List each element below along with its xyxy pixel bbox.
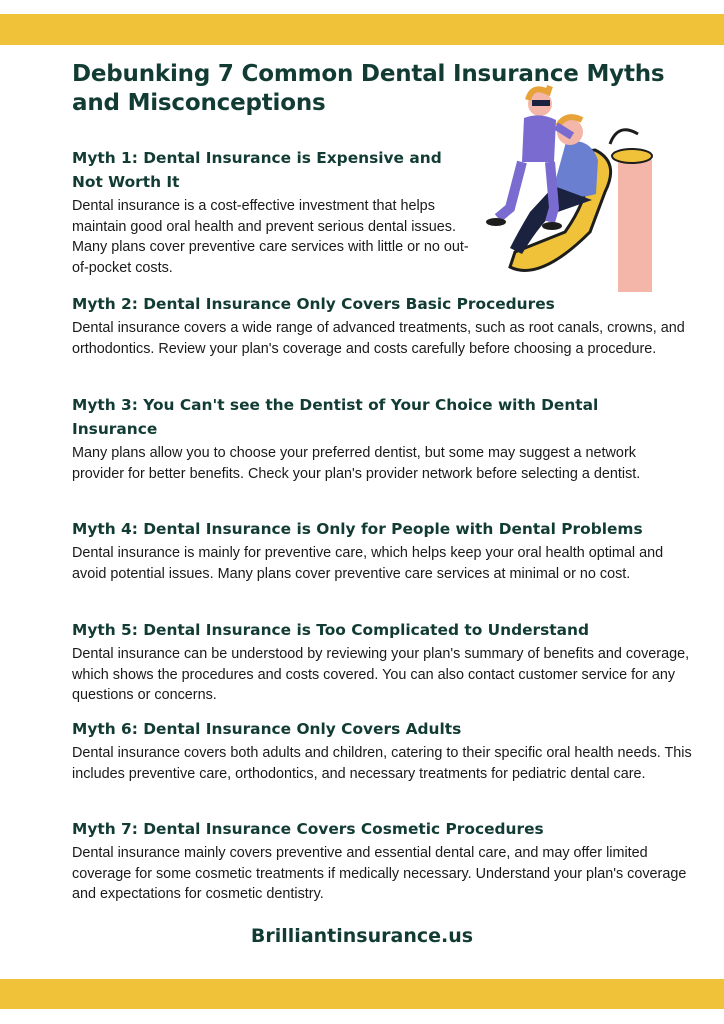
myth-5 <box>72 618 692 706</box>
top-accent-band <box>0 14 724 45</box>
myth-6-body: Dental insurance covers both adults and children, catering to their specific oral health needs. This includes preventive care, orthodontics, and necessary treatments for pediatric dental care. <box>72 745 692 782</box>
myth-1-body: Dental insurance is a cost-effective investment that helps maintain good oral health and prevent serious dental issues. Many plans cover preventive care services with little or no out-of-pocket costs. <box>72 198 469 276</box>
myth-7-body: Dental insurance mainly covers preventive and essential dental care, and may offer limited coverage for some cosmetic treatments if medically necessary. Understand your plan's coverage and expectations for cosmetic dentistry. <box>72 845 687 902</box>
myth-5-body: Dental insurance can be understood by reviewing your plan's summary of benefits and coverage, which shows the procedures and costs covered. You can also contact customer service for any questions or concerns. <box>72 646 690 703</box>
myth-3 <box>72 393 652 484</box>
myth-4-body: Dental insurance is mainly for preventive care, which helps keep your oral health optimal and avoid potential issues. Many plans cover preventive care services at minimal or no cost. <box>72 545 664 582</box>
bottom-accent-band <box>0 979 724 1009</box>
myth-7-heading: Myth 7: Dental Insurance Covers Cosmetic Procedures <box>72 820 544 838</box>
myth-6 <box>72 717 692 784</box>
myth-1-heading: Myth 1: Dental Insurance is Expensive and Not Worth It <box>72 149 442 191</box>
myth-2-body: Dental insurance covers a wide range of advanced treatments, such as root canals, crowns, and orthodontics. Review your plan's coverage and costs carefully before choosing a procedure. <box>72 320 685 357</box>
myth-1 <box>72 146 472 278</box>
dentist-with-patient-illustration <box>470 82 670 292</box>
footer-website: Brilliantinsurance.us <box>250 925 474 947</box>
myth-3-heading: Myth 3: You Can't see the Dentist of Your Choice with Dental Insurance <box>72 396 599 438</box>
myth-2 <box>72 292 692 359</box>
myth-3-body: Many plans allow you to choose your preferred dentist, but some may suggest a network provider for better benefits. Check your plan's provider network before selecting a dentist. <box>72 445 641 482</box>
myth-2-heading: Myth 2: Dental Insurance Only Covers Basic Procedures <box>72 295 555 313</box>
myth-7 <box>72 817 692 905</box>
page-title: Debunking 7 Common Dental Insurance Myths and Misconceptions <box>72 61 665 116</box>
myth-6-heading: Myth 6: Dental Insurance Only Covers Adults <box>72 720 462 738</box>
myth-4 <box>72 517 692 584</box>
myth-4-heading: Myth 4: Dental Insurance is Only for People with Dental Problems <box>72 520 643 538</box>
myth-5-heading: Myth 5: Dental Insurance is Too Complicated to Understand <box>72 621 590 639</box>
